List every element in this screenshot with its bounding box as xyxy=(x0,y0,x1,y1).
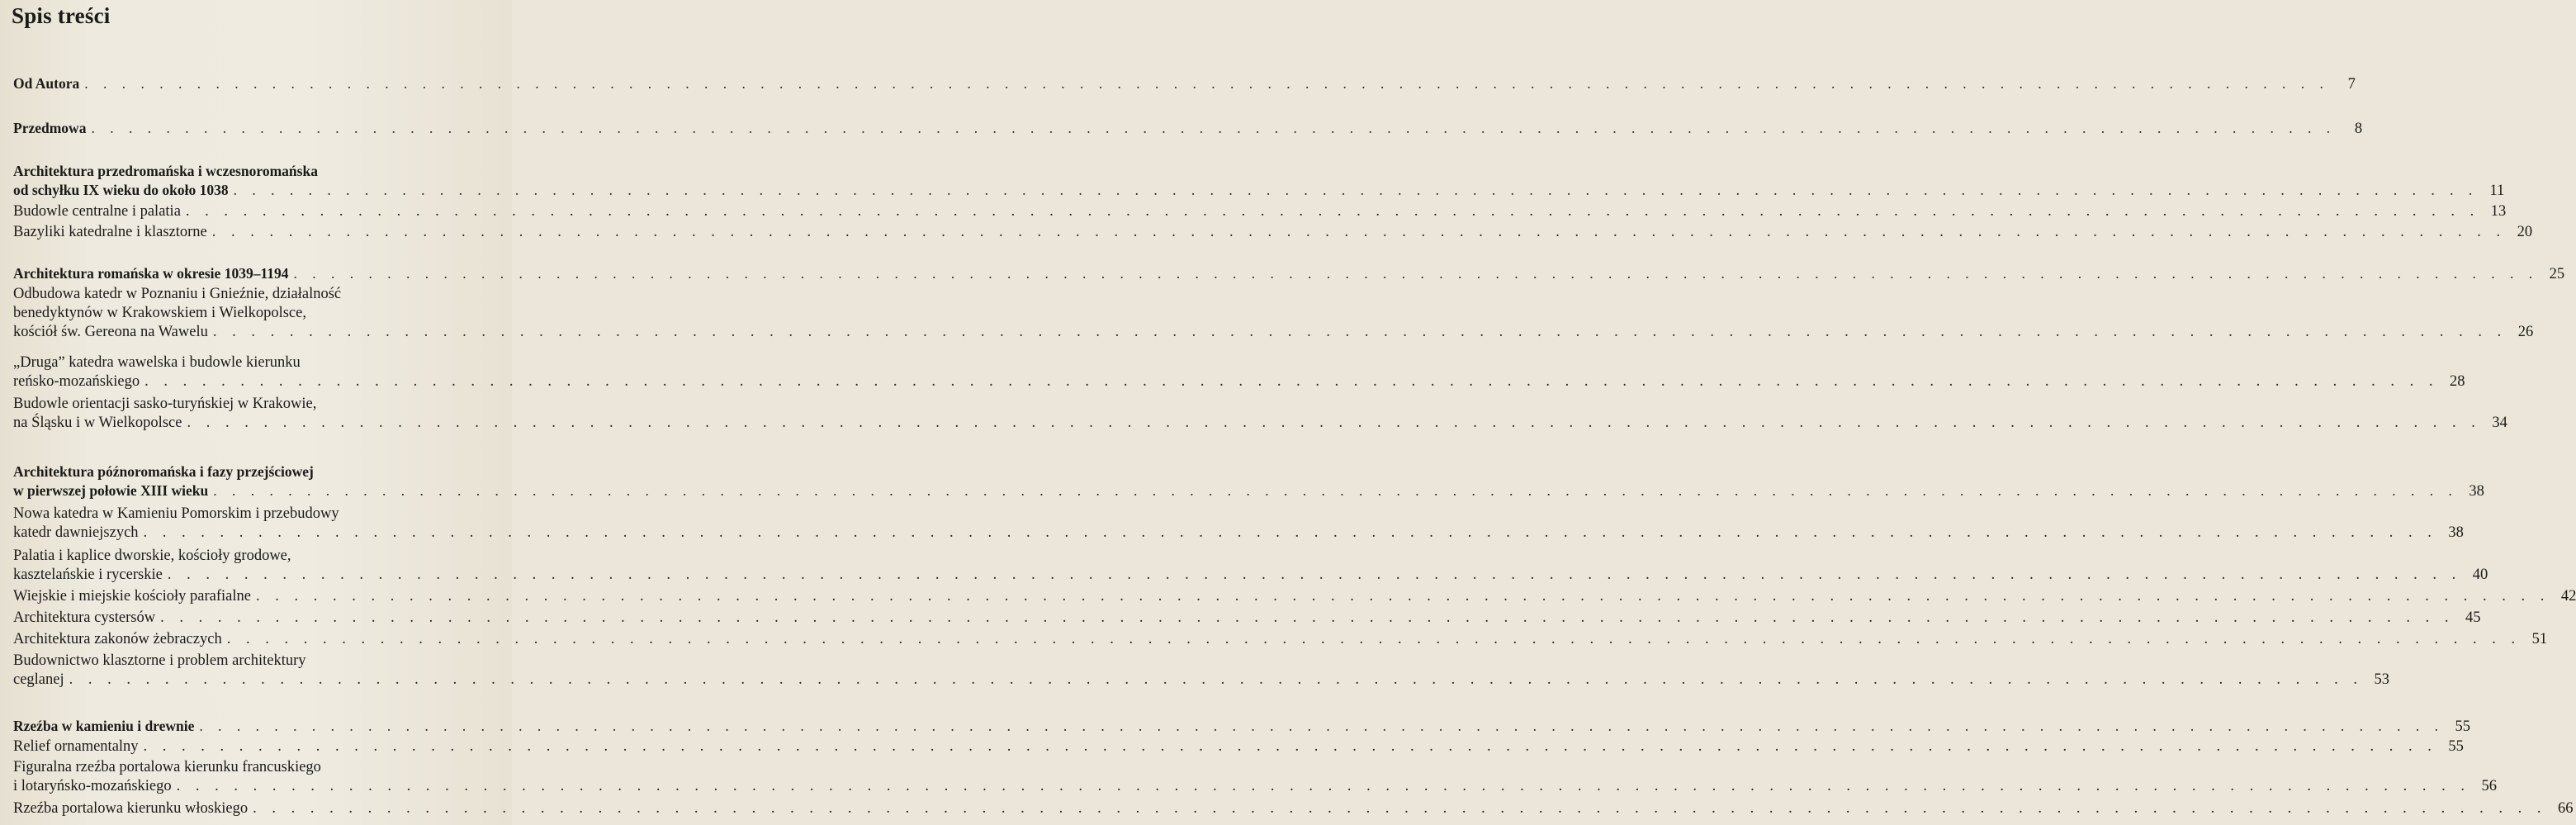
toc-entry[interactable] xyxy=(13,609,2481,628)
dot-leader: . . . . . . . . . . . . . . . . . . . . . . . . . . . . . . . . . . . . . . . . . . . . . . . . . . . . . . . . . . . . . . . . . . . . . . . . . . . . . . . . . . . . . . . . . . . . . . . . . . . . . . . . . . . . . . . . . . . . . . . . xyxy=(143,524,2437,541)
dot-leader: . . . . . . . . . . . . . . . . . . . . . . . . . . . . . . . . . . . . . . . . . . . . . . . . . . . . . . . . . . . . . . . . . . . . . . . . . . . . . . . . . . . . . . . . . . . . . . . . . . . . . . . . . . . . . . . . . . . . . . . . xyxy=(293,265,2539,282)
toc-entry[interactable] xyxy=(13,505,2464,543)
toc-page-number: 11 xyxy=(2489,183,2505,199)
toc-page-number: 51 xyxy=(2531,631,2548,647)
toc-entry[interactable] xyxy=(13,264,2565,284)
toc-entry-title: „Druga” katedra wawelska i budowle kierunku xyxy=(13,354,301,371)
toc-entry-title: Architektura romańska w okresie 1039–1194 xyxy=(13,265,289,282)
toc-entry-title: Rzeźba w kamieniu i drewnie xyxy=(13,718,195,734)
toc-entry[interactable] xyxy=(13,758,2498,796)
toc-entry[interactable] xyxy=(13,717,2471,737)
dot-leader: . . . . . . . . . . . . . . . . . . . . . . . . . . . . . . . . . . . . . . . . . . . . . . . . . . . . . . . . . . . . . . . . . . . . . . . . . . . . . . . . . . . . . . . . . . . . . . . . . . . . . . . . . . . . . . . . . . . . . . . . xyxy=(143,738,2437,755)
toc-entry-title: Architektura cystersów xyxy=(13,609,156,626)
dot-leader: . . . . . . . . . . . . . . . . . . . . . . . . . . . . . . . . . . . . . . . . . . . . . . . . . . . . . . . . . . . . . . . . . . . . . . . . . . . . . . . . . . . . . . . . . . . . . . . . . . . . . . . . . . . . . . . . . . . . . . . . xyxy=(199,718,2445,734)
dot-leader: . . . . . . . . . . . . . . . . . . . . . . . . . . . . . . . . . . . . . . . . . . . . . . . . . . . . . . . . . . . . . . . . . . . . . . . . . . . . . . . . . . . . . . . . . . . . . . . . . . . . . . . . . . . . . . . . . . . . . . . . xyxy=(212,324,2507,340)
toc-entry-title: Od Autora xyxy=(13,75,80,92)
dot-leader: . . . . . . . . . . . . . . . . . . . . . . . . . . . . . . . . . . . . . . . . . . . . . . . . . . . . . . . . . . . . . . . . . . . . . . . . . . . . . . . . . . . . . . . . . . . . . . . . . . . . . . . . . . . . . . . . . . . . . . . . xyxy=(253,800,2547,817)
toc-entry[interactable] xyxy=(13,74,2356,94)
dot-leader: . . . . . . . . . . . . . . . . . . . . . . . . . . . . . . . . . . . . . . . . . . . . . . . . . . . . . . . . . . . . . . . . . . . . . . . . . . . . . . . . . . . . . . . . . . . . . . . . . . . . . . . . . . . . . . . . . . . . . . . . xyxy=(160,609,2455,626)
toc-entry[interactable] xyxy=(13,202,2507,221)
dot-leader: . . . . . . . . . . . . . . . . . . . . . . . . . . . . . . . . . . . . . . . . . . . . . . . . . . . . . . . . . . . . . . . . . . . . . . . . . . . . . . . . . . . . . . . . . . . . . . . . . . . . . . . . . . . . . . . . . . . . . . . . xyxy=(84,75,2329,92)
dot-leader: . . . . . . . . . . . . . . . . . . . . . . . . . . . . . . . . . . . . . . . . . . . . . . . . . . . . . . . . . . . . . . . . . . . . . . . . . . . . . . . . . . . . . . . . . . . . . . . . . . . . . . . . . . . . . . . . . . . . . . . . xyxy=(176,778,2471,794)
toc-page-number: 55 xyxy=(2455,718,2471,735)
toc-page-number: 42 xyxy=(2560,588,2576,605)
dot-leader: . . . . . . . . . . . . . . . . . . . . . . . . . . . . . . . . . . . . . . . . . . . . . . . . . . . . . . . . . . . . . . . . . . . . . . . . . . . . . . . . . . . . . . . . . . . . . . . . . . . . . . . . . . . . . . . . . . . . . . . . xyxy=(167,567,2462,583)
toc-page-number: 55 xyxy=(2448,738,2464,755)
toc-page-number: 38 xyxy=(2448,524,2464,541)
toc-entry-title: Bazyliki katedralne i klasztorne xyxy=(13,224,207,240)
toc-page-number: 7 xyxy=(2347,76,2356,92)
toc-entry-title: Architektura zakonów żebraczych xyxy=(13,631,222,647)
toc-entry[interactable] xyxy=(13,630,2548,649)
toc-page-number: 20 xyxy=(2517,224,2533,240)
dot-leader: . . . . . . . . . . . . . . . . . . . . . . . . . . . . . . . . . . . . . . . . . . . . . . . . . . . . . . . . . . . . . . . . . . . . . . . . . . . . . . . . . . . . . . . . . . . . . . . . . . . . . . . . . . . . . . . . . . . . . . . . xyxy=(185,203,2480,220)
toc-page-number: 25 xyxy=(2549,266,2565,282)
toc-entry-title: w pierwszej połowie XIII wieku xyxy=(13,482,209,499)
toc-page-number: 13 xyxy=(2490,203,2507,220)
toc-page-number: 56 xyxy=(2481,778,2498,794)
toc-entry-title: Budowle centralne i palatia xyxy=(13,203,181,220)
toc-page-number: 34 xyxy=(2492,415,2507,431)
toc-entry-title: Budowle orientacji sasko-turyńskiej w Krakowie, xyxy=(13,396,317,412)
dot-leader: . . . . . . . . . . . . . . . . . . . . . . . . . . . . . . . . . . . . . . . . . . . . . . . . . . . . . . . . . . . . . . . . . . . . . . . . . . . . . . . . . . . . . . . . . . . . . . . . . . . . . . . . . . . . . . . . . . . . . . . . xyxy=(211,224,2507,240)
toc-entry[interactable] xyxy=(13,395,2507,433)
dot-leader: . . . . . . . . . . . . . . . . . . . . . . . . . . . . . . . . . . . . . . . . . . . . . . . . . . . . . . . . . . . . . . . . . . . . . . . . . . . . . . . . . . . . . . . . . . . . . . . . . . . . . . . . . . . . . . . . . . . . . . . . xyxy=(144,373,2439,390)
dot-leader: . . . . . . . . . . . . . . . . . . . . . . . . . . . . . . . . . . . . . . . . . . . . . . . . . . . . . . . . . . . . . . . . . . . . . . . . . . . . . . . . . . . . . . . . . . . . . . . . . . . . . . . . . . . . . . . . . . . . . . . . xyxy=(91,120,2337,136)
toc-entry-title: Architektura przedromańska i wczesnoromańska xyxy=(13,163,318,179)
toc-entry-title: Nowa katedra w Kamieniu Pomorskim i przebudowy xyxy=(13,505,339,522)
toc-page-number: 26 xyxy=(2517,324,2534,340)
toc-entry-title: Figuralna rzeźba portalowa kierunku francuskiego xyxy=(13,759,321,775)
toc-entry-title: kościół św. Gereona na Wawelu xyxy=(13,324,208,340)
toc-page-number: 40 xyxy=(2472,567,2488,583)
toc-entry-title: Przedmowa xyxy=(13,120,87,136)
toc-entry[interactable] xyxy=(13,462,2484,501)
toc-entry-title: Architektura późnoromańska i fazy przejściowej xyxy=(13,463,314,480)
toc-entry-title: benedyktynów w Krakowskiem i Wielkopolsce, xyxy=(13,305,306,321)
toc-entry-title: ceglanej xyxy=(13,671,64,688)
toc-page-number: 38 xyxy=(2469,483,2484,500)
toc-entry[interactable] xyxy=(13,547,2488,585)
toc-entry[interactable] xyxy=(13,223,2533,242)
toc-entry-title: Palatia i kaplice dworskie, kościoły grodowe, xyxy=(13,548,291,564)
toc-entry[interactable] xyxy=(13,587,2576,606)
toc-entry-title: na Śląsku i w Wielkopolsce xyxy=(13,415,182,431)
dot-leader: . . . . . . . . . . . . . . . . . . . . . . . . . . . . . . . . . . . . . . . . . . . . . . . . . . . . . . . . . . . . . . . . . . . . . . . . . . . . . . . . . . . . . . . . . . . . . . . . . . . . . . . . . . . . . . . . . . . . . . . . xyxy=(69,671,2363,688)
toc-entry[interactable] xyxy=(13,353,2465,391)
dot-leader: . . . . . . . . . . . . . . . . . . . . . . . . . . . . . . . . . . . . . . . . . . . . . . . . . . . . . . . . . . . . . . . . . . . . . . . . . . . . . . . . . . . . . . . . . . . . . . . . . . . . . . . . . . . . . . . . . . . . . . . . xyxy=(187,415,2481,431)
toc-entry-title: katedr dawniejszych xyxy=(13,524,139,541)
toc-page-number: 66 xyxy=(2557,800,2574,817)
dot-leader: . . . . . . . . . . . . . . . . . . . . . . . . . . . . . . . . . . . . . . . . . . . . . . . . . . . . . . . . . . . . . . . . . . . . . . . . . . . . . . . . . . . . . . . . . . . . . . . . . . . . . . . . . . . . . . . . . . . . . . . . xyxy=(226,631,2522,647)
toc-entry-title: Odbudowa katedr w Poznaniu i Gnieźnie, działalność xyxy=(13,286,342,302)
toc-entry-title: Rzeźba portalowa kierunku włoskiego xyxy=(13,800,249,817)
toc-entry[interactable] xyxy=(13,162,2505,201)
page-title: Spis treści xyxy=(12,3,111,28)
toc-entry-title: od schyłku IX wieku do około 1038 xyxy=(13,182,229,198)
toc-entry[interactable] xyxy=(13,652,2389,690)
toc-page-number: 8 xyxy=(2354,121,2363,137)
toc-page-number: 45 xyxy=(2465,609,2481,626)
dot-leader: . . . . . . . . . . . . . . . . . . . . . . . . . . . . . . . . . . . . . . . . . . . . . . . . . . . . . . . . . . . . . . . . . . . . . . . . . . . . . . . . . . . . . . . . . . . . . . . . . . . . . . . . . . . . . . . . . . . . . . . . xyxy=(255,588,2550,605)
toc-entry-title: Relief ornamentalny xyxy=(13,738,139,755)
toc-entry-title: Wiejskie i miejskie kościoły parafialne xyxy=(13,588,251,605)
toc-entry[interactable] xyxy=(13,285,2534,342)
toc-page-number: 28 xyxy=(2449,373,2465,390)
toc-entry-title: kasztelańskie i rycerskie xyxy=(13,567,163,583)
toc-entry-title: i lotaryńsko-mozańskiego xyxy=(13,778,172,794)
dot-leader: . . . . . . . . . . . . . . . . . . . . . . . . . . . . . . . . . . . . . . . . . . . . . . . . . . . . . . . . . . . . . . . . . . . . . . . . . . . . . . . . . . . . . . . . . . . . . . . . . . . . . . . . . . . . . . . . . . . . . . . . xyxy=(213,482,2458,499)
toc-entry[interactable] xyxy=(13,119,2363,139)
toc-entry-title: reńsko-mozańskiego xyxy=(13,373,140,390)
toc-entry[interactable] xyxy=(13,799,2574,818)
toc-page-number: 53 xyxy=(2374,671,2389,688)
toc-entry-title: Budownictwo klasztorne i problem architektury xyxy=(13,652,306,669)
toc-entry[interactable] xyxy=(13,737,2464,756)
dot-leader: . . . . . . . . . . . . . . . . . . . . . . . . . . . . . . . . . . . . . . . . . . . . . . . . . . . . . . . . . . . . . . . . . . . . . . . . . . . . . . . . . . . . . . . . . . . . . . . . . . . . . . . . . . . . . . . . . . . . . . . . xyxy=(233,182,2479,198)
